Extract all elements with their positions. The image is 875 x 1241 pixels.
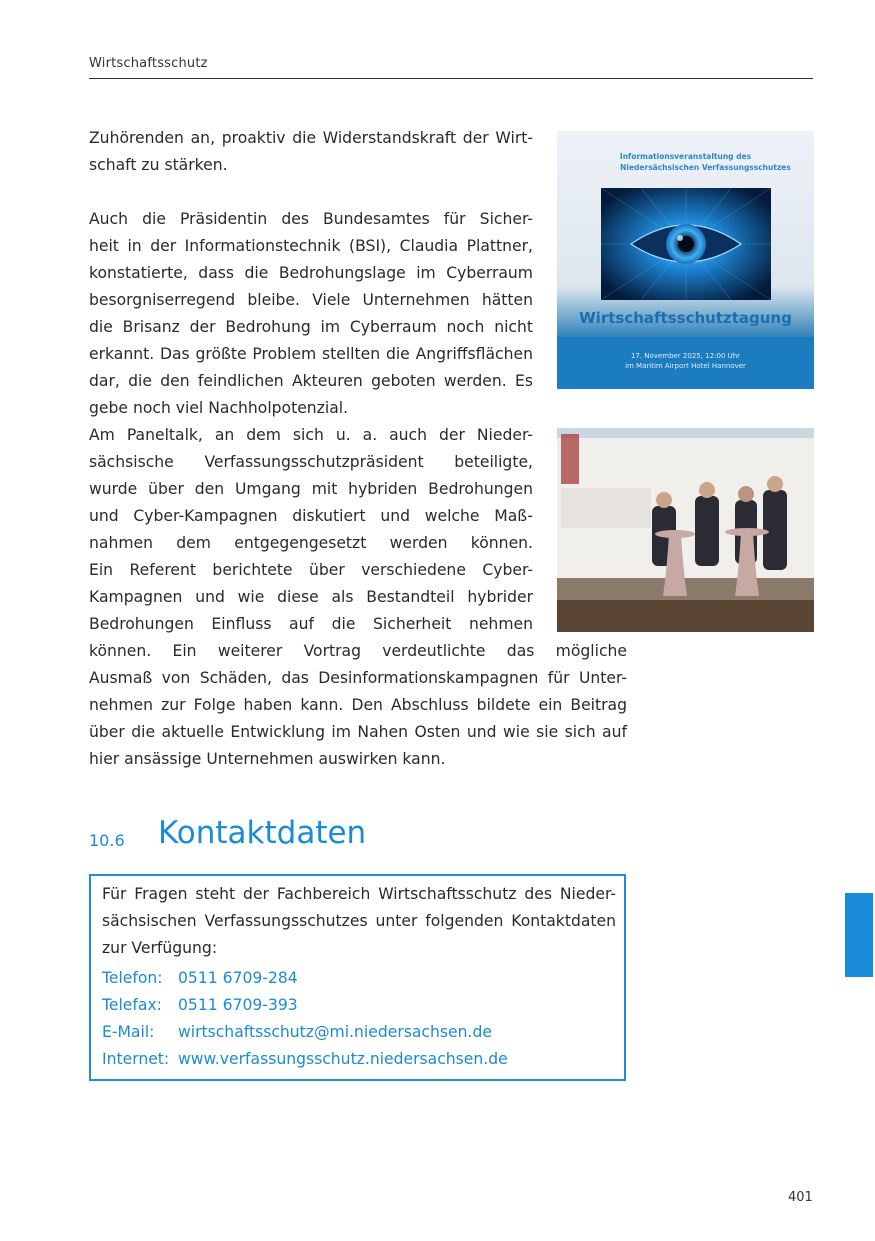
poster-date (557, 351, 814, 371)
section-title: Kontaktdaten (158, 815, 367, 851)
poster-title: Wirtschaftsschutztagung (579, 309, 792, 327)
text-line: nahmen dem entgegengesetzt werden können. (89, 534, 533, 552)
contact-phone-row (102, 965, 298, 992)
text-line: Zuhörenden an, proaktiv die Widerstandskraft der Wirt- (89, 129, 533, 147)
email-link[interactable]: wirtschaftsschutz@mi.niedersachsen.de (178, 1023, 492, 1041)
text-line: die Brisanz der Bedrohung im Cyberraum noch nicht (89, 318, 533, 336)
header-rule (89, 78, 813, 79)
paragraph-3-continued (89, 638, 627, 773)
text-line: gebe noch viel Nachholpotenzial. (89, 399, 349, 417)
chapter-tab-marker (845, 893, 873, 977)
text-line: besorgniserregend bleibe. Viele Unternehmen hätten (89, 291, 533, 309)
text-line: Kampagnen und wie diese als Bestandteil hybrider (89, 588, 533, 606)
panel-talk-photo (557, 428, 814, 632)
web-label: Internet: (102, 1050, 170, 1068)
eye-icon (601, 188, 771, 300)
contact-fax-row (102, 992, 298, 1019)
text-line: hier ansässige Unternehmen auswirken kann. (89, 750, 446, 768)
fax-value: 0511 6709-393 (178, 996, 298, 1014)
text-line: sächsische Verfassungsschutzpräsident beteiligte, (89, 453, 533, 471)
section-number: 10.6 (89, 831, 125, 850)
poster-header (557, 151, 814, 173)
poster-header-line: Niedersächsischen Verfassungsschutzes (620, 163, 791, 172)
text-line: wurde über den Umgang mit hybriden Bedrohungen (89, 480, 533, 498)
poster-date-line: im Maritim Airport Hotel Hannover (625, 362, 746, 370)
phone-label: Telefon: (102, 969, 163, 987)
text-line: sächsischen Verfassungsschutzes unter folgenden Kontaktdaten (102, 912, 616, 930)
panel-photo-illustration (557, 428, 814, 632)
email-label: E-Mail: (102, 1023, 155, 1041)
poster-header-line: Informationsveranstaltung des (619, 152, 752, 161)
event-poster-image (557, 131, 814, 389)
text-line: Ein Referent berichtete über verschiedene Cyber- (89, 561, 533, 579)
poster-date-line: 17. November 2025, 12:00 Uhr (630, 352, 741, 360)
running-head: Wirtschaftsschutz (89, 56, 208, 71)
contact-web-row (102, 1046, 508, 1073)
paragraph-1 (89, 125, 533, 179)
text-line: Auch die Präsidentin des Bundesamtes für Sicher- (89, 210, 533, 228)
text-line: heit in der Informationstechnik (BSI), Claudia Plattner, (89, 237, 533, 255)
text-line: Für Fragen steht der Fachbereich Wirtschaftsschutz des Nieder- (102, 885, 616, 903)
page-number: 401 (788, 1190, 813, 1205)
text-line: Bedrohungen Einfluss auf die Sicherheit nehmen (89, 615, 533, 633)
text-line: erkannt. Das größte Problem stellten die Angriffsflächen (89, 345, 533, 363)
contact-intro (102, 881, 616, 962)
contact-box (89, 874, 626, 1081)
text-line: Am Paneltalk, an dem sich u. a. auch der Nieder- (89, 426, 533, 444)
phone-value: 0511 6709-284 (178, 969, 298, 987)
contact-email-row (102, 1019, 492, 1046)
text-line: Ausmaß von Schäden, das Desinformationskampagnen für Unter- (89, 669, 627, 687)
text-line: können. Ein weiterer Vortrag verdeutlichte das mögliche (89, 642, 627, 660)
text-line: zur Verfügung: (102, 939, 218, 957)
text-line: nehmen zur Folge haben kann. Den Abschluss bildete ein Beitrag (89, 696, 627, 714)
text-line: und Cyber-Kampagnen diskutiert und welche Maß- (89, 507, 533, 525)
eye-graphic (601, 188, 771, 300)
text-line: dar, die den feindlichen Akteuren geboten werden. Es (89, 372, 533, 390)
website-link[interactable]: www.verfassungsschutz.niedersachsen.de (178, 1050, 508, 1068)
paragraph-2 (89, 206, 533, 422)
fax-label: Telefax: (102, 996, 162, 1014)
text-line: schaft zu stärken. (89, 156, 228, 174)
text-line: konstatierte, dass die Bedrohungslage im Cyberraum (89, 264, 533, 282)
paragraph-3 (89, 422, 533, 638)
text-line: über die aktuelle Entwicklung im Nahen Osten und wie sie sich auf (89, 723, 627, 741)
